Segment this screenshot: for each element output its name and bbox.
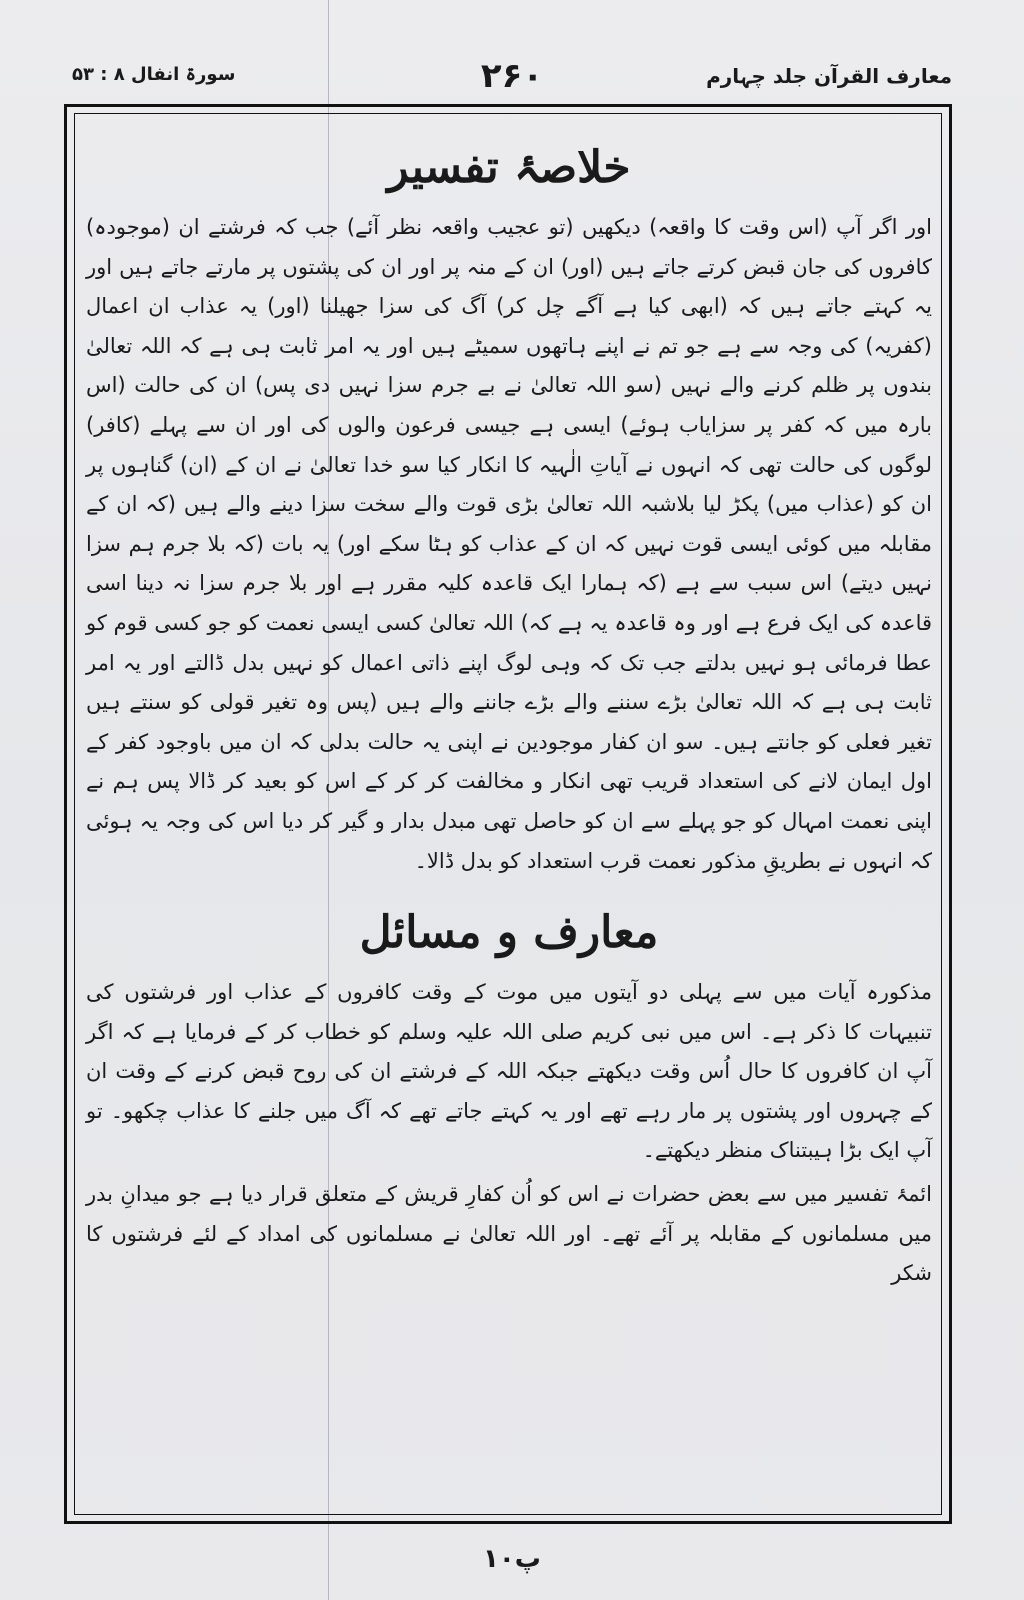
page-number: ۲۶۰ — [480, 56, 544, 96]
maarif-paragraph-2: ائمۂ تفسیر میں سے بعض حضرات نے اس کو اُن کفارِ قریش کے متعلق قرار دیا ہے جو میدانِ بدر میں مسلمانوں کے مقابلہ پر آئے تھے۔ اور اللہ تعالیٰ نے مسلمانوں کی امداد کے لئے فرشتوں کا شکر — [86, 1182, 932, 1286]
page-header — [72, 56, 952, 96]
tafseer-summary-text: اور اگر آپ (اس وقت کا واقعہ) دیکھیں (تو عجیب واقعہ نظر آئے) جب کہ فرشتے ان (موجودہ) کافروں کی جان قبض کرتے جاتے ہیں (اور) ان کے منہ پر اور ان کی پشتوں پر مارتے جاتے ہیں اور یہ کہتے جاتے ہیں کہ (ابھی کیا ہے آگے چل کر) آگ کی سزا جھیلنا (اور) یہ عذاب ان اعمال (کفریہ) کی وجہ سے ہے جو تم نے اپنے ہاتھوں سمیٹے ہیں اور یہ امر ثابت ہی ہے کہ اللہ تعالیٰ بندوں پر ظلم کرنے والے نہیں (سو اللہ تعالیٰ نے بے جرم سزا نہیں دی پس) ان کی حالت (اس بارہ میں کہ کفر پر سزایاب ہوئے) ایسی ہے جیسی فرعون والوں کی اور ان سے پہلے (کافر) لوگوں کی حالت تھی کہ انہوں نے آیاتِ الٰہیہ کا انکار کیا سو خدا تعالیٰ نے ان کے (ان) گناہوں پر ان کو (عذاب میں) پکڑ لیا بلاشبہ اللہ تعالیٰ بڑی قوت والے سخت سزا دینے والے ہیں (کہ ان کے مقابلہ میں کوئی ایسی قوت نہیں کہ ان کے عذاب کو ہٹا سکے اور) یہ بات (کہ بلا جرم ہم سزا نہیں دیتے) اس سبب سے ہے (کہ ہمارا ایک قاعدہ کلیہ مقرر ہے اور بلا جرم سزا نہ دینا اسی قاعدہ کی ایک فرع ہے اور وہ قاعدہ یہ ہے کہ) اللہ تعالیٰ کسی ایسی نعمت کو جو کسی قوم کو عطا فرمائی ہو نہیں بدلتے جب تک کہ وہی لوگ اپنے ذاتی اعمال کو نہیں بدل ڈالتے اور یہ امر ثابت ہی ہے کہ اللہ تعالیٰ بڑے سننے والے بڑے جاننے والے ہیں (پس وہ تغیر قولی کو سنتے ہیں تغیر فعلی کو جانتے ہیں۔ سو ان کفار موجودین نے اپنی یہ حالت بدلی کہ ان میں باوجود کفر کے اول ایمان لانے کی استعداد قریب تھی انکار و مخالفت کر کر کے اس کو بعید کر ڈالا پس ہم نے اپنی نعمت امہال کو جو پہلے سے ان کو حاصل تھی مبدل بدار و گیر کر دیا اس کی وجہ یہ ہوئی کہ انہوں نے بطریقِ مذکور نعمت قرب استعداد کو بدل ڈالا۔ — [86, 215, 932, 873]
maarif-paragraph-1: مذکورہ آیات میں سے پہلی دو آیتوں میں موت کے وقت کافروں کے عذاب اور فرشتوں کی تنبیہات کا ذکر ہے۔ اس میں نبی کریم صلی اللہ علیہ وسلم کو خطاب کر کے فرمایا ہے کہ اگر آپ ان کافروں کا حال اُس وقت دیکھتے جبکہ اللہ کے فرشتے ان کی روح قبض کرنے کے وقت ان کے چہروں اور پشتوں پر مار رہے تھے اور یہ کہتے جاتے تھے کہ آگ میں جلنے کا عذاب چکھو۔ تو آپ ایک بڑا ہیبتناک منظر دیکھتے۔ — [86, 980, 932, 1163]
section-heading-khulasa-tafseer: خلاصۂ تفسیر — [387, 142, 631, 193]
para-number-mark: پ۱۰ — [483, 1544, 541, 1574]
book-title: معارف القرآن جلد چہارم — [706, 64, 952, 88]
section-heading-maarif-masail: معارف و مسائل — [359, 907, 659, 959]
surah-reference: سورۃ انفال ۸ : ۵۳ — [72, 64, 236, 85]
page-body — [86, 128, 932, 1294]
